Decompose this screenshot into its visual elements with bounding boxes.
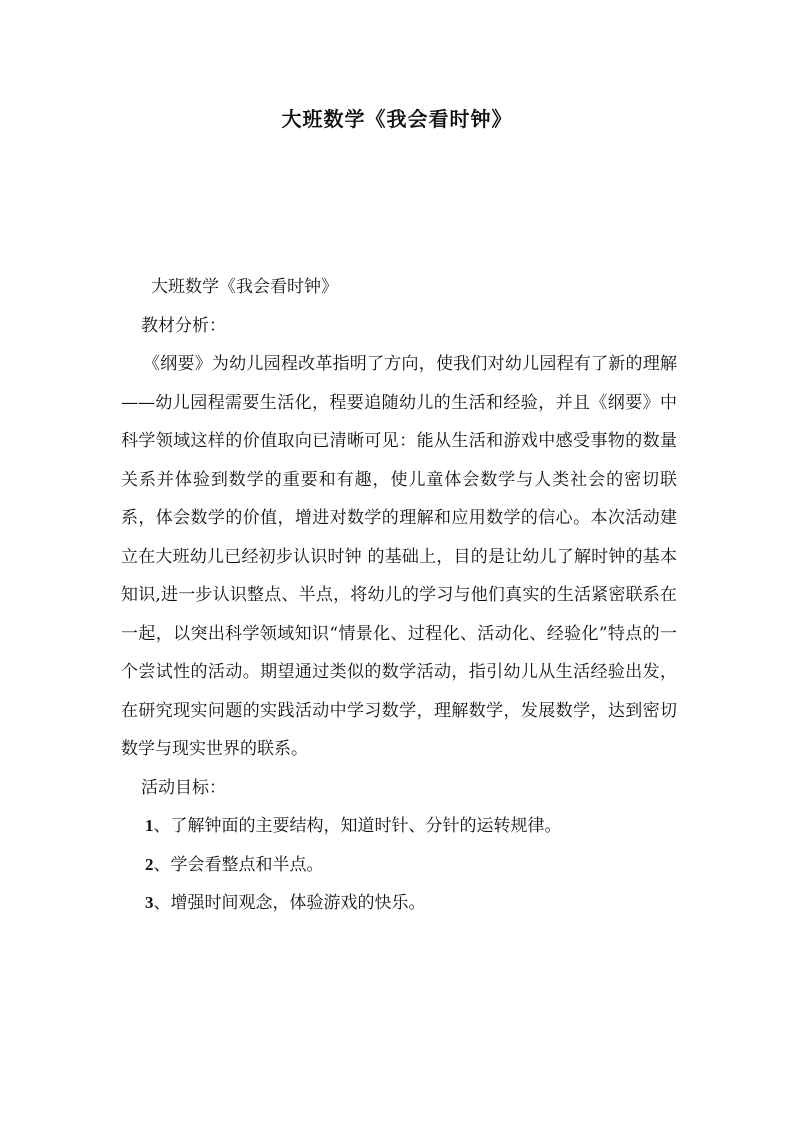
document-title: 大班数学《我会看时钟》: [281, 107, 513, 131]
goal-number: 2: [145, 854, 154, 874]
analysis-paragraph: 《纲要》为幼儿园程改革指明了方向，使我们对幼儿园程有了新的理解——幼儿园程需要生活化，程要追随幼儿的生活和经验，并且《纲要》中科学领域这样的价值取向已清晰可见：能从生活和游戏中感受事物的数量关系并体验到数学的重要和有趣，使儿童体会数学与人类社会的密切联系，体会数学的价值，增进对数学的理解和应用数学的信心。本次活动建立在大班幼儿已经初步认识时钟 的基础上，目的是让幼儿了解时钟的基本知识,进一步认识整点、半点，将幼儿的学习与他们真实的生活紧密联系在一起，以突出科学领域知识“情景化、过程化、活动化、经验化”特点的一个尝试性的活动。期望通过类似的数学活动，指引幼儿从生活经验出发，在研究现实问题的实践活动中学习数学，理解数学，发展数学，达到密切数学与现实世界的联系。: [121, 354, 677, 759]
goal-text: 学会看整点和半点。: [170, 854, 324, 875]
analysis-heading: 教材分析：: [141, 315, 226, 336]
goal-number: 1: [145, 816, 154, 835]
goal-item: [121, 807, 677, 846]
goal-text: 了解钟面的主要结构，知道时针、分针的运转规律。: [170, 816, 562, 836]
goal-item: [121, 884, 677, 923]
goal-separator: 、: [153, 816, 171, 836]
goal-separator: 、: [153, 893, 171, 913]
document-body: [121, 268, 677, 923]
document-subtitle: 大班数学《我会看时钟》: [151, 277, 338, 297]
goal-number: 3: [145, 893, 154, 912]
goals-heading: 活动目标：: [141, 777, 226, 798]
goal-separator: 、: [153, 854, 171, 875]
goal-text: 增强时间观念，体验游戏的快乐。: [170, 893, 426, 913]
goal-item: [121, 846, 677, 885]
